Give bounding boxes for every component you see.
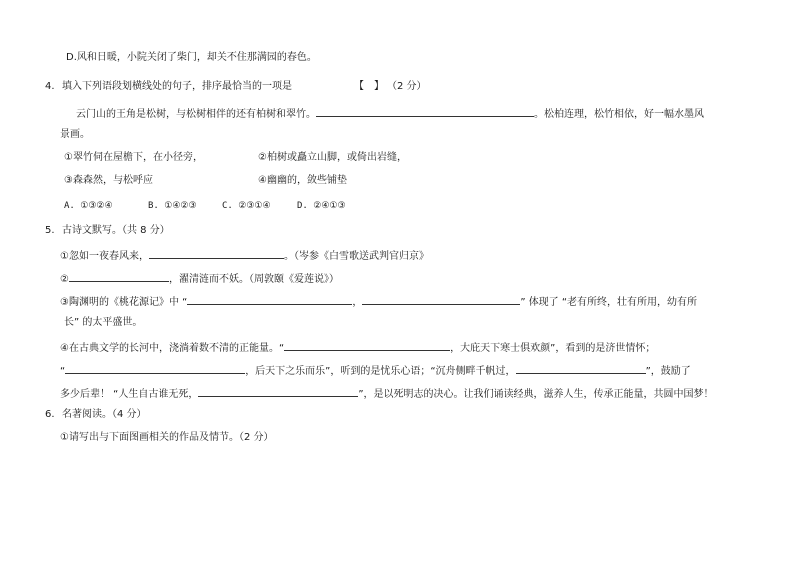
- q5-4-blank-3[interactable]: [516, 362, 646, 374]
- q5-4-blank-2[interactable]: [65, 362, 245, 374]
- q4-passage-line2: 景画。: [60, 129, 90, 140]
- q4-answer-bracket[interactable]: 【 】: [354, 81, 384, 92]
- q4-passage-end: 。松柏连理，松竹相依，好一幅水墨风: [534, 109, 704, 120]
- q5-4-text-6: ”，是以死明志的决心。让我们诵读经典，滋养人生，传承正能量，共圆中国梦！: [358, 389, 714, 400]
- q5-line-3: [60, 293, 697, 310]
- q5-4-blank-1[interactable]: [284, 339, 450, 351]
- q5-4-text-3: ，后天下之乐而乐”，听到的是忧乐心语；“沉舟侧畔千帆过，: [245, 366, 516, 377]
- option-d-line: [66, 51, 317, 65]
- q5-line-2: [60, 270, 339, 287]
- q4-option-d[interactable]: D. ②④①③: [297, 201, 346, 211]
- q6-number: 6.: [45, 409, 55, 420]
- q5-3-tail: ” 体现了 “老有所终，壮有所用，幼有所: [520, 297, 698, 308]
- q5-number: 5.: [45, 225, 55, 236]
- q4-item-4: ④幽幽的，敛些铺垫: [258, 175, 347, 186]
- q4-passage-start: 云门山的王角是松树，与松树相伴的还有柏树和翠竹。: [76, 109, 316, 120]
- q5-line-1: [60, 247, 429, 264]
- q6-title: 名著阅读。（4 分）: [62, 409, 147, 420]
- option-d-text: D.风和日暖，小院关闭了柴门，却关不住那满园的春色。: [66, 52, 317, 63]
- q5-3-blank-1[interactable]: [187, 293, 352, 305]
- q5-4-text-5: 多少后辈！ “人生自古谁无死，: [60, 389, 199, 400]
- q4-item-3: ③森森然，与松呼应: [64, 175, 153, 186]
- q4-prompt: 填入下列语段划横线处的句子，排序最恰当的一项是: [62, 81, 292, 92]
- q5-line-6: [60, 385, 714, 402]
- q5-1-source: 。（岑参《白雪歌送武判官归京》: [283, 251, 429, 262]
- q5-4-text-2: ，大庇天下寒士俱欢颜”，看到的是济世情怀；: [450, 343, 656, 354]
- q5-3-comma: ，: [352, 297, 363, 308]
- q5-4-text: ④在古典文学的长河中，浇淌着数不清的正能量。“: [60, 343, 285, 354]
- q5-3-text: ③陶渊明的《桃花源记》中 “: [60, 297, 188, 308]
- q5-title: 古诗文默写。（共 8 分）: [62, 225, 170, 236]
- q5-3-blank-2[interactable]: [362, 293, 520, 305]
- q5-1-text: ①忽如一夜春风来，: [60, 251, 149, 262]
- q4-option-c[interactable]: C. ②③①④: [222, 201, 271, 211]
- q5-2-blank[interactable]: [69, 270, 169, 282]
- q5-4-blank-4[interactable]: [198, 385, 358, 397]
- q4-option-b[interactable]: B. ①④②③: [148, 201, 197, 211]
- q4-score: （2 分）: [387, 81, 427, 92]
- q4-item-1: ①翠竹伺在屋檐下，在小径旁，: [64, 152, 203, 163]
- q5-line-4: [60, 339, 655, 356]
- q5-1-blank[interactable]: [149, 247, 284, 259]
- q5-line-3-cont: 长” 的太平盛世。: [64, 317, 143, 328]
- q5-4-quote: “: [60, 366, 66, 377]
- q4-passage-line1: [76, 105, 704, 122]
- q5-2-text: ，濯清涟而不妖。（周敦颐《爱莲说》）: [168, 274, 339, 285]
- q5-2-marker: ②: [60, 274, 69, 285]
- q5-line-5: [60, 362, 691, 379]
- q4-item-2: ②柏树或矗立山脚，或倚出岩缝，: [258, 152, 407, 163]
- q4-option-a[interactable]: A. ①③②④: [64, 201, 113, 211]
- q5-4-text-4: ”，鼓励了: [645, 366, 691, 377]
- q4-passage-blank[interactable]: [316, 105, 534, 117]
- q4-number: 4.: [45, 81, 55, 92]
- q6-item-1: ①请写出与下面图画相关的作品及情节。（2 分）: [60, 432, 274, 443]
